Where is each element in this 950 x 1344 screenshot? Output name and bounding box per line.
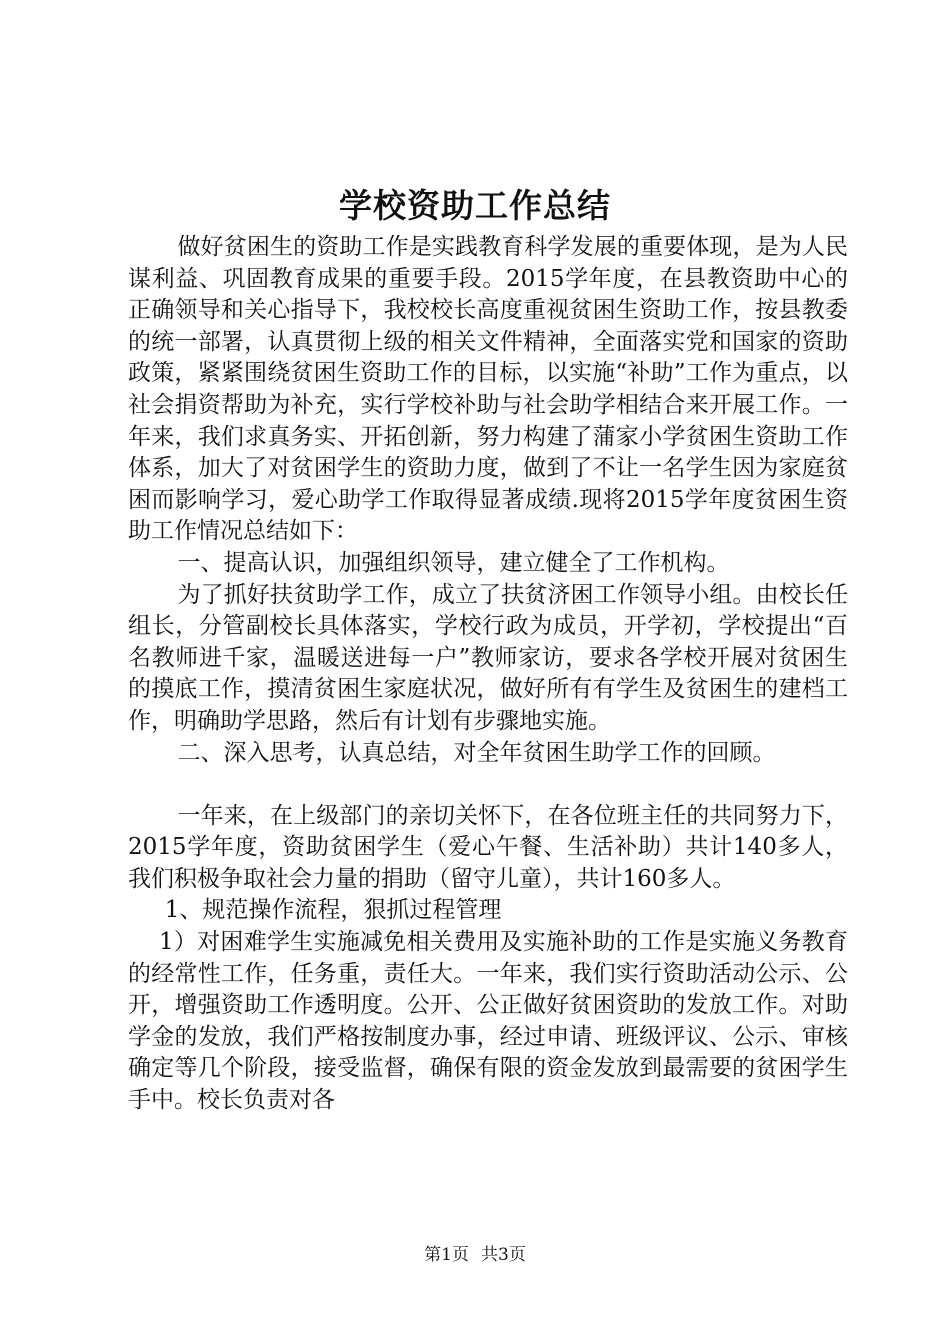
document-title: 学校资助工作总结	[339, 186, 611, 225]
paragraph-process: 1）对困难学生实施减免相关费用及实施补助的工作是实施义务教育的经常性工作，任务重，责任大。一年来，我们实行资助活动公示、公开，增强资助工作透明度。公开、公正做好贫困资助的发放工作。对助学金的发放，我们严格按制度办事，经过申请、班级评议、公示、审核确定等几个阶段，接受监督，确保有限的资金发放到最需要的贫困学生手中。校长负责对各	[128, 929, 848, 1114]
section-heading-1: 一、提高认识，加强组织领导，建立健全了工作机构。	[177, 549, 730, 576]
page-footer	[0, 1243, 950, 1267]
document-body	[128, 232, 848, 1117]
blank-line	[128, 769, 848, 801]
page-total: 共3页	[481, 1245, 526, 1265]
paragraph-organization: 为了抓好扶贫助学工作，成立了扶贫济困工作领导小组。由校长任组长，分管副校长具体落实，学校行政为成员，开学初，学校提出“百名教师进千家，温暖送进每一户”教师家访，要求各学校开展对贫困生的摸底工作，摸清贫困生家庭状况，做好所有有学生及贫困生的建档工作，明确助学思路，然后有计划有步骤地实施。	[128, 581, 848, 734]
subsection-heading-1: 1、规范操作流程，狠抓过程管理	[164, 897, 502, 924]
section-heading-2: 二、深入思考，认真总结，对全年贫困生助学工作的回顾。	[177, 739, 776, 766]
paragraph-review: 一年来，在上级部门的亲切关怀下，在各位班主任的共同努力下，2015学年度，资助贫困学生（爱心午餐、生活补助）共计140多人，我们积极争取社会力量的捐助（留守儿童），共计160多人。	[128, 802, 848, 892]
paragraph-intro: 做好贫困生的资助工作是实践教育科学发展的重要体现，是为人民谋利益、巩固教育成果的重要手段。2015学年度，在县教资助中心的正确领导和关心指导下，我校校长高度重视贫困生资助工作，按县教委的统一部署，认真贯彻上级的相关文件精神，全面落实党和国家的资助政策，紧紧围绕贫困生资助工作的目标，以实施“补助”工作为重点，以社会捐资帮助为补充，实行学校补助与社会助学相结合来开展工作。一年来，我们求真务实、开拓创新，努力构建了蒲家小学贫困生资助工作体系，加大了对贫困学生的资助力度，做到了不让一名学生因为家庭贫困而影响学习，爱心助学工作取得显著成绩.现将2015学年度贫困生资助工作情况总结如下：	[128, 234, 848, 545]
page-number: 第1页	[424, 1245, 469, 1265]
